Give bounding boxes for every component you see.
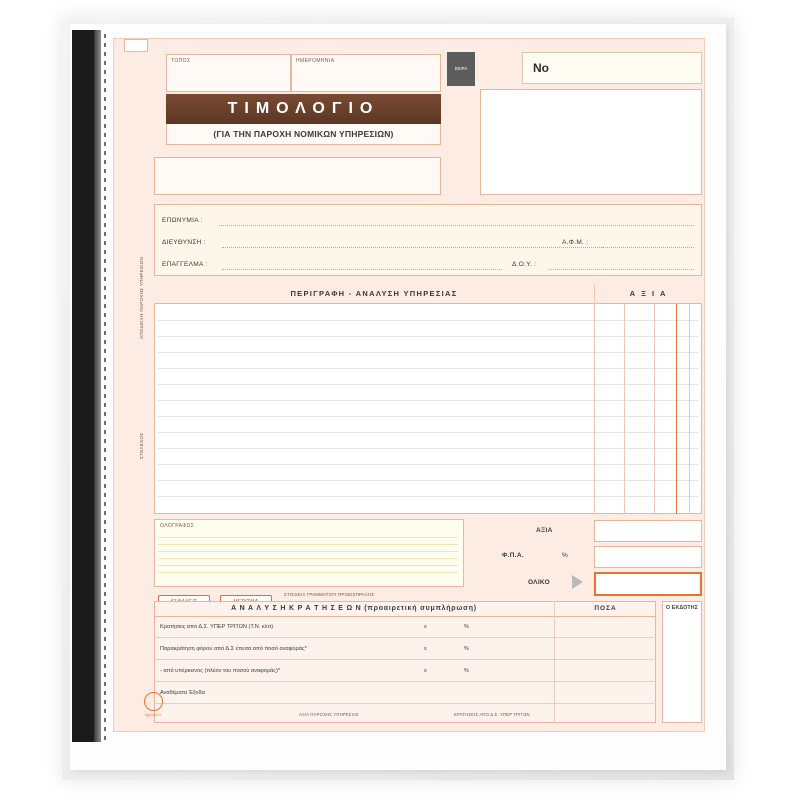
issuer-label: Ο ΕΚΔΟΤΗΣ — [665, 605, 699, 611]
fpa-percent-field[interactable] — [124, 39, 148, 52]
services-description-header: ΠΕΡΙΓΡΑΦΗ - ΑΝΑΛΥΣΗ ΥΠΗΡΕΣΙΑΣ — [154, 284, 594, 304]
deduction-pct-2: % — [464, 646, 469, 652]
deductions-footer-left: ΑΞΙΑ ΠΑΡΟΧΗΣ ΥΠΗΡΕΣΙΑΣ — [299, 712, 359, 717]
issuer-details-box[interactable] — [154, 157, 441, 195]
logo-ring-icon — [144, 692, 163, 711]
document-title: ΤΙΜΟΛΟΓΙΟ — [166, 94, 441, 124]
deduction-row-2: Παρακράτηση φόρου από Δ.Σ έπειτα από ποσό αναφοράς* — [160, 646, 307, 652]
total-fpa-label: Φ.Π.Α. — [502, 552, 524, 559]
date-label: ΗΜΕΡΟΜΗΝΙΑ — [296, 58, 335, 64]
deduction-pct-3: % — [464, 668, 469, 674]
deduction-row-1: Κρατήσεις από Δ.Σ. ΥΠΕΡ ΤΡΙΤΩΝ (Τ.Ν. κλπ) — [160, 624, 274, 630]
customer-doy-label: Δ.Ο.Υ. : — [512, 261, 537, 268]
prepayment-note: ΣΤΟΙΧΕΙΑ ΓΡΑΜΜΑΤΙΟΥ ΠΡΟΕΙΣΠΡΑΞΗΣ — [284, 592, 375, 597]
deduction-row-4: Αναθέματα Έξοδα — [160, 690, 205, 696]
number-label: Νο — [533, 61, 549, 75]
company-stamp-box[interactable] — [480, 89, 702, 195]
number-field[interactable] — [522, 52, 702, 84]
deductions-header: Α Ν Α Λ Υ Σ Η Κ Ρ Α Τ Η Σ Ε Ω Ν (προαιρετική συμπλήρωση) — [154, 601, 554, 617]
invoice-form — [113, 38, 705, 732]
services-value-header: Α Ξ Ι Α — [594, 284, 702, 304]
deductions-amount-header: ΠΟΣΑ — [554, 601, 656, 617]
customer-doy-line[interactable] — [549, 268, 694, 270]
deduction-mult-1: x — [424, 624, 427, 630]
side-note-primary: ΑΠΟΔΕΙΞΗ ΠΑΡΟΧΗΣ ΥΠΗΡΕΣΙΩΝ — [139, 256, 144, 339]
series-label: ΣΕΙΡΑ — [447, 52, 475, 86]
customer-block[interactable] — [154, 204, 702, 276]
customer-profession-label: ΕΠΑΓΓΕΛΜΑ : — [162, 261, 208, 268]
total-axia-field[interactable] — [594, 520, 702, 542]
notepad-spine — [72, 30, 94, 742]
customer-name-line[interactable] — [219, 224, 694, 226]
deductions-footer-right: ΚΡΑΤΗΣΕΙΣ ΑΠΟ Δ.Σ. ΥΠΕΡ ΤΡΙΤΩΝ — [454, 712, 530, 717]
deduction-mult-2: x — [424, 646, 427, 652]
fpa-percent-symbol: % — [562, 552, 569, 559]
notepad-spine-edge — [94, 30, 101, 742]
deduction-pct-1: % — [464, 624, 469, 630]
customer-profession-line[interactable] — [222, 268, 502, 270]
perforation-line — [104, 34, 106, 740]
total-axia-label: ΑΞΙΑ — [536, 527, 553, 534]
amount-in-words-lines — [158, 531, 458, 573]
amount-in-words-label: ΟΛΟΓΡΑΦΩΣ — [160, 523, 195, 529]
customer-afm-line[interactable] — [602, 246, 694, 248]
issuer-signature-box[interactable] — [662, 601, 702, 723]
total-oliko-field[interactable] — [594, 572, 702, 596]
side-note-secondary: ΣΤΕΛΕΧΟΣ — [139, 432, 144, 459]
deductions-analysis-block[interactable] — [154, 601, 656, 723]
customer-name-label: ΕΠΩΝΥΜΙΑ : — [162, 217, 203, 224]
deduction-row-3: - από υπέρκεινος (πλέον του ποσού αναφοράς)* — [160, 668, 281, 674]
arrow-icon — [572, 575, 583, 589]
customer-address-line[interactable] — [222, 246, 612, 248]
customer-afm-label: Α.Φ.Μ. : — [562, 239, 589, 246]
brand-name: typoprint — [145, 712, 161, 717]
document-subtitle: (ΓΙΑ ΤΗΝ ΠΑΡΟΧΗ ΝΟΜΙΚΩΝ ΥΠΗΡΕΣΙΩΝ) — [166, 124, 441, 145]
customer-address-label: ΔΙΕΥΘΥΝΣΗ : — [162, 239, 206, 246]
brand-logo — [136, 687, 170, 721]
total-oliko-label: ΟΛΙΚΟ — [528, 579, 550, 586]
place-label: ΤΟΠΟΣ — [171, 58, 191, 64]
total-fpa-field[interactable] — [594, 546, 702, 568]
deduction-mult-3: x — [424, 668, 427, 674]
